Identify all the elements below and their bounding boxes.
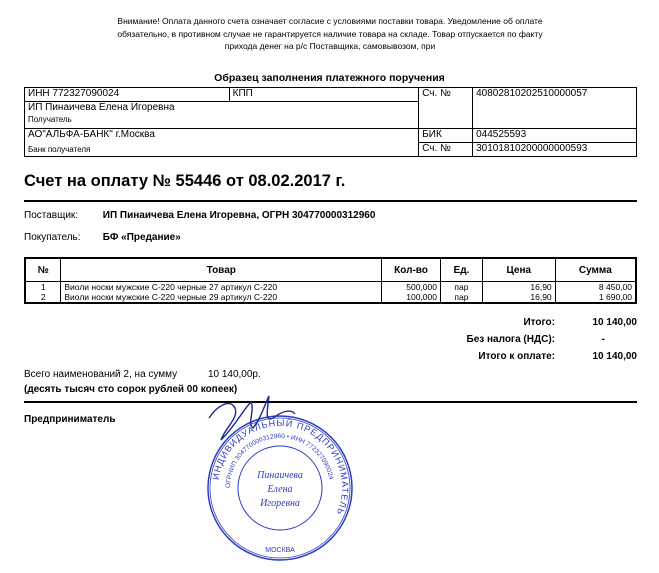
row-price: 16,90 [482,292,555,303]
corr-account-value: 30101810200000000593 [473,143,637,157]
stamp-and-signature [195,388,365,573]
corr-account-label: Сч. № [419,143,473,157]
recipient-caption: Получатель [25,115,419,129]
summary-words: (десять тысяч сто сорок рублей 00 копеек) [24,384,238,395]
supplier-row [24,210,375,221]
row-num: 2 [25,292,61,303]
bank-details-table [24,87,637,157]
total-value: 10 140,00 [592,317,637,328]
notice-line-1: Внимание! Оплата данного счета означает согласие с условиями поставки товара. Уведомление об оплате [117,16,543,26]
col-header-product: Товар [61,258,382,282]
to-pay-label: Итого к оплате: [478,351,555,362]
row-product: Виоли носки мужские С-220 черные 29 артикул С-220 [61,292,382,303]
payment-notice [70,15,590,53]
buyer-label: Покупатель: [24,232,81,243]
bank-name: АО"АЛЬФА-БАНК" г.Москва [28,129,155,140]
total-row [467,314,638,331]
recipient-name: ИП Пинаичева Елена Игоревна [25,102,419,116]
row-num: 1 [25,282,61,293]
vat-row [467,331,638,348]
bik-value: 044525593 [473,129,637,143]
stamp-center-line-3: Игоревна [260,498,300,509]
col-header-price: Цена [482,258,555,282]
row-qty: 500,000 [382,282,441,293]
to-pay-value: 10 140,00 [592,351,637,362]
account-value: 40802810202510000057 [473,88,637,129]
kpp-cell [229,88,419,102]
invoice-title: Счет на оплату № 55446 от 08.02.2017 г. [24,172,346,190]
account-label: Сч. № [419,88,473,129]
kpp-label: КПП [232,88,253,99]
row-sum: 1 690,00 [555,292,636,303]
totals-block [467,314,638,365]
col-header-sum: Сумма [555,258,636,282]
payment-sample-title: Образец заполнения платежного поручения [214,72,445,84]
summary-count: Всего наименований 2, на сумму [24,369,178,380]
vat-value: - [601,334,605,345]
col-header-qty: Кол-во [382,258,441,282]
supplier-label: Поставщик: [24,210,79,221]
bik-label: БИК [419,129,473,143]
vat-label: Без налога (НДС): [466,334,555,345]
signer-title: Предприниматель [24,414,116,425]
total-label: Итого: [523,317,555,328]
row-qty: 100,000 [382,292,441,303]
summary-count-line [24,367,261,382]
title-divider [24,200,637,202]
row-product: Виоли носки мужские С-220 черные 27 артикул С-220 [61,282,382,293]
bank-caption: Банк получателя [28,145,91,154]
buyer-value: БФ «Предание» [102,232,181,243]
stamp-center-line-2: Елена [267,484,293,495]
notice-line-3: прихода денег на р/с Поставщика, самовывозом, при [224,41,436,51]
stamp-center-line-1: Пинаичева [257,470,303,481]
table-row [25,282,636,293]
col-header-unit: Ед. [440,258,482,282]
stamp-outer-text: ИНДИВИДУАЛЬНЫЙ ПРЕДПРИНИМАТЕЛЬ [210,417,351,517]
supplier-value: ИП Пинаичева Елена Игоревна, ОГРН 304770000312960 [102,210,376,221]
row-unit: пар [440,282,482,293]
buyer-row [24,232,181,243]
row-unit: пар [440,292,482,303]
summary-sum: 10 140,00р. [207,369,261,380]
items-table [24,257,637,304]
table-row [25,292,636,303]
stamp-inner-text: ОГРНИП 304770000312960 • ИНН 772327090024 [224,432,335,489]
row-price: 16,90 [482,282,555,293]
row-sum: 8 450,00 [555,282,636,293]
col-header-num: № [25,258,61,282]
to-pay-row [467,348,638,365]
stamp-bottom-text: МОСКВА [265,547,295,554]
notice-line-2: обязательно, в противном случае не гарантируется наличие товара на складе. Товар отпускается по факту [117,28,543,39]
inn-cell: ИНН 772327090024 [25,88,230,102]
